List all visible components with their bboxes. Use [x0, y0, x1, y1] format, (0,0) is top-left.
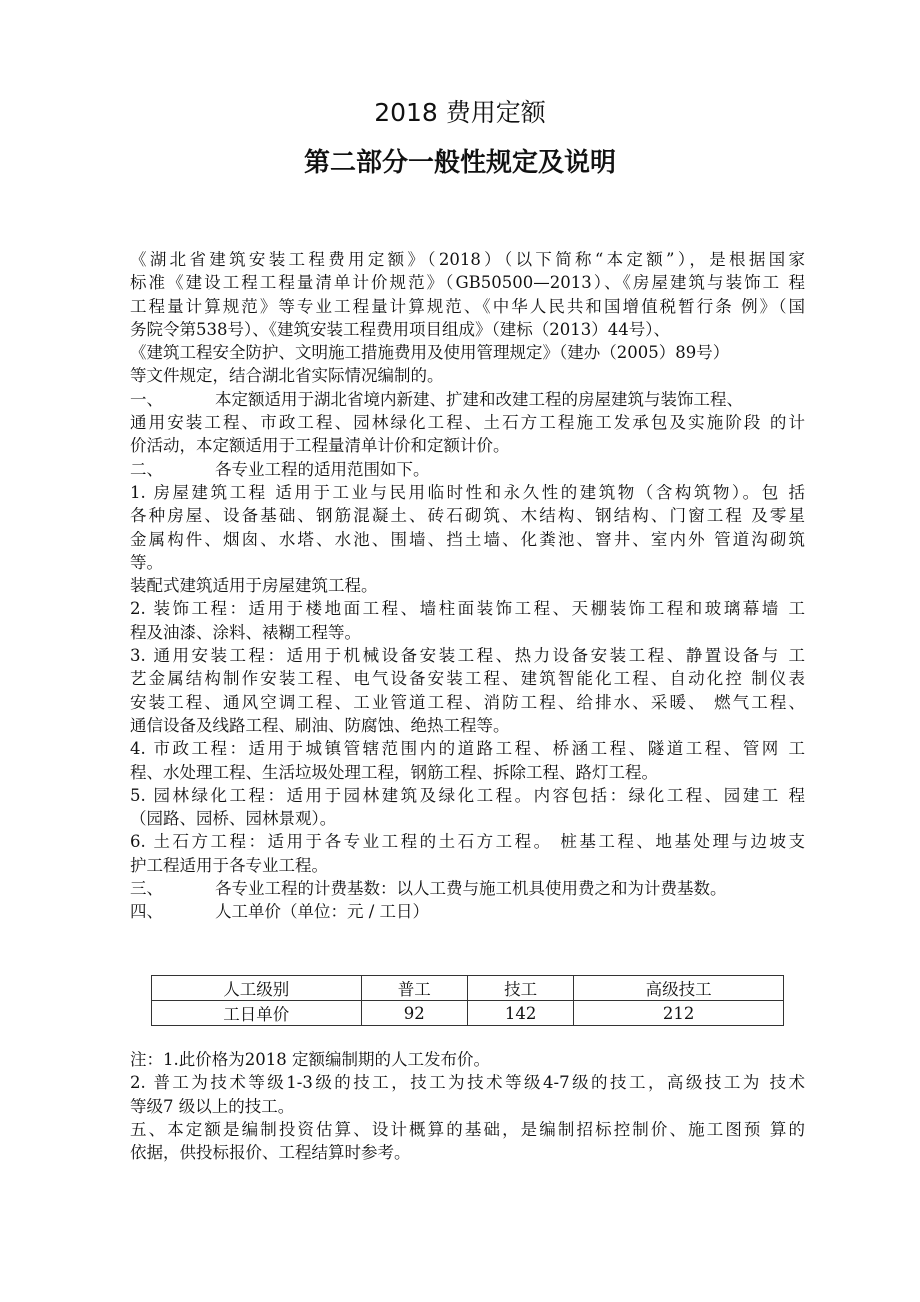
scope-item-line: 3. 通用安装工程：适用于机械设备安装工程、热力设备安装工程、静置设备与 工 [130, 646, 805, 666]
note-line: 等级7 级以上的技工。 [130, 1096, 295, 1116]
paragraph-line: 标准《建设工程工程量清单计价规范》（GB50500—2013）、《房屋建筑与装饰工 程 [130, 273, 805, 293]
note-line: 2. 普工为技术等级1-3级的技工，技工为技术等级4-7级的技工，高级技工为 技术 [130, 1073, 805, 1093]
section-three [130, 877, 805, 900]
section-two-heading [130, 458, 805, 481]
header-cell: 普工 [361, 976, 467, 1001]
wage-table [151, 975, 784, 1026]
section-three-text: 各专业工程的计费基数：以人工费与施工机具使用费之和为计费基数。 [215, 879, 727, 899]
section-four [130, 900, 805, 923]
scope-item-line: 各种房屋、设备基础、钢筋混凝土、砖石砌筑、木结构、钢结构、门窗工程 及零星 [130, 506, 805, 526]
row-cell: 212 [574, 1001, 784, 1026]
scope-item-line: 通信设备及线路工程、刷油、防腐蚀、绝热工程等。 [130, 715, 510, 735]
scope-item-line: 4. 市政工程：适用于城镇管辖范围内的道路工程、桥涵工程、隧道工程、管网 工 [130, 739, 805, 759]
header-cell: 高级技工 [574, 976, 784, 1001]
section-one-line: 通用安装工程、市政工程、园林绿化工程、土石方工程施工发承包及实施阶段 的计 [130, 413, 805, 433]
document-title: 2018 费用定额 [374, 98, 546, 127]
row-cell: 142 [467, 1001, 573, 1026]
paragraph-line: 工程量计算规范》等专业工程量计算规范、《中华人民共和国增值税暂行条 例》（国 [130, 296, 805, 316]
section-heading: 第二部分一般性规定及说明 [303, 148, 616, 178]
scope-item-line: 安装工程、通风空调工程、工业管道工程、消防工程、给排水、采暖、 燃气工程、 [130, 692, 805, 712]
wage-table-row [152, 1001, 784, 1026]
scope-item-line: 等。 [130, 552, 163, 572]
scope-item-line: 护工程适用于各专业工程。 [130, 855, 328, 875]
paragraph-line: 《建筑工程安全防护、文明施工措施费用及使用管理规定》（建办（2005）89号） [130, 343, 730, 363]
scope-item-line: （园路、园桥、园林景观）。 [130, 809, 337, 829]
section-two-label: 二、 [130, 459, 163, 479]
notes-block [130, 1048, 805, 1164]
wage-table-header-row [152, 976, 784, 1001]
section-one-label: 一、 [130, 389, 163, 409]
scope-item-line: 装配式建筑适用于房屋建筑工程。 [130, 576, 378, 596]
note-line: 五、本定额是编制投资估算、设计概算的基础，是编制招标控制价、施工图预 算的 [130, 1119, 805, 1139]
section-four-text: 人工单价（单位：元 / 工日） [215, 902, 430, 922]
paragraph-line: 务院令第538号）、《建筑安装工程费用项目组成》（建标（2013）44号）、 [130, 319, 670, 339]
scope-item-line: 程及油漆、涂料、裱糊工程等。 [130, 622, 361, 642]
scope-item-line: 1. 房屋建筑工程 适用于工业与民用临时性和永久性的建筑物（含构筑物）。包 括 [130, 482, 805, 502]
document-body [130, 248, 805, 924]
paragraph-line: 《湖北省建筑安装工程费用定额》（2018）（以下简称“本定额”），是根据国家 [130, 250, 805, 269]
scope-item-line: 艺金属结构制作安装工程、电气设备安装工程、建筑智能化工程、自动化控 制仪表 [130, 669, 805, 689]
row-cell: 92 [361, 1001, 467, 1026]
scope-item-line: 6. 土石方工程：适用于各专业工程的土石方工程。 桩基工程、地基处理与边坡支 [130, 832, 805, 852]
scope-item-line: 程、水处理工程、生活垃圾处理工程，钢筋工程、拆除工程、路灯工程。 [130, 762, 658, 782]
section-one-heading [130, 388, 805, 411]
section-one-line: 本定额适用于湖北省境内新建、扩建和改建工程的房屋建筑与装饰工程、 [215, 389, 743, 409]
scope-item-line: 2. 装饰工程：适用于楼地面工程、墙柱面装饰工程、天棚装饰工程和玻璃幕墙 工 [130, 599, 805, 619]
section-one-line: 价活动，本定额适用于工程量清单计价和定额计价。 [130, 436, 510, 456]
header-cell: 技工 [467, 976, 573, 1001]
scope-list [130, 481, 805, 877]
note-line: 依据，供投标报价、工程结算时参考。 [130, 1143, 411, 1163]
scope-item-line: 金属构件、烟囱、水塔、水池、围墙、挡土墙、化粪池、窨井、室内外 管道沟砌筑 [130, 529, 805, 549]
paragraph-line: 等文件规定，结合湖北省实际情况编制的。 [130, 366, 444, 386]
section-three-label: 三、 [130, 879, 163, 899]
note-line: 注：1.此价格为2018 定额编制期的人工发布价。 [130, 1050, 490, 1069]
intro-paragraph [130, 248, 805, 388]
header-cell: 人工级别 [152, 976, 362, 1001]
section-two-text: 各专业工程的适用范围如下。 [215, 459, 430, 479]
section-four-label: 四、 [130, 902, 163, 922]
row-cell: 工日单价 [152, 1001, 362, 1026]
scope-item-line: 5. 园林绿化工程：适用于园林建筑及绿化工程。内容包括：绿化工程、园建工 程 [130, 785, 805, 805]
